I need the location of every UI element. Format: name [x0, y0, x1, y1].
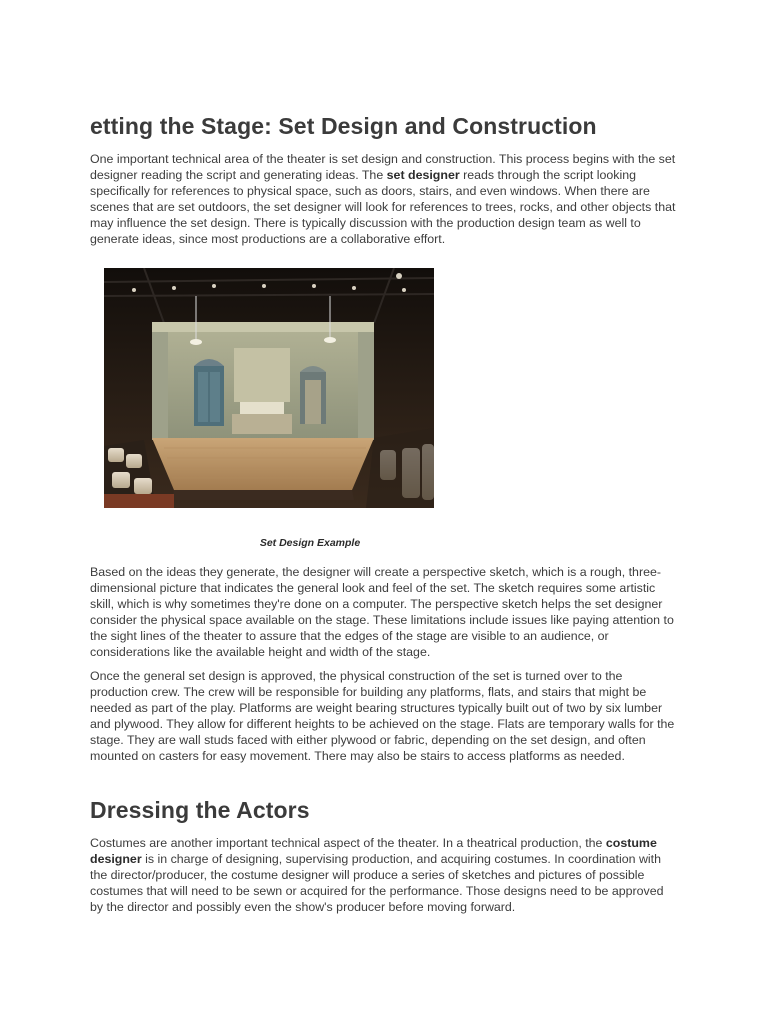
set-design-photo: [104, 268, 434, 508]
paragraph-text: One important technical area of the theater is set design and construction. This process begins with the set designer reading the script and generating ideas. The: [90, 152, 676, 182]
paragraph-costumes: [90, 835, 680, 915]
paragraph-perspective-sketch: Based on the ideas they generate, the designer will create a perspective sketch, which is a rough, three-dimensional picture that indicates the general look and feel of the set. The sketch requires some artistic skill, which is why sometimes they're done on a computer. The perspective sketch helps the set designer consider the physical space available on the stage. These limitations include issues like paying attention to the sight lines of the theater to assure that the edges of the stage are visible to an audience, or considerations like the available height and width of the stage.: [90, 565, 674, 659]
section-heading-dressing-actors: Dressing the Actors: [90, 797, 310, 823]
paragraph-set-design-intro: [90, 151, 680, 247]
figure-caption: Set Design Example: [259, 537, 361, 549]
paragraph-set-construction: Once the general set design is approved, the physical construction of the set is turned over to the production crew. The crew will be responsible for building any platforms, flats, and stairs that might be needed as part of the play. Platforms are weight bearing structures typically built out of two by six lumber and plywood. They allow for different heights to be achieved on the stage. Flats are temporary walls for the stage. They are wall studs faced with either plywood or fabric, depending on the set design, and often mounted on casters for easy movement. There may also be stairs to access platforms as needed.: [90, 669, 675, 763]
bold-term-set-designer: set designer: [386, 168, 460, 182]
paragraph-text: Costumes are another important technical aspect of the theater. In a theatrical production, the: [90, 836, 606, 850]
section-heading-set-design: etting the Stage: Set Design and Construction: [90, 113, 597, 139]
bold-term-costume-designer: costume designer: [90, 836, 657, 866]
paragraph-text: is in charge of designing, supervising production, and acquiring costumes. In coordination with the director/producer, the costume designer will produce a series of sketches and pictures of possible costumes that will need to be sewn or acquired for the performance. Those designs need to be approved by the director and possibly even the show's producer before moving forward.: [90, 852, 664, 914]
stage-set-illustration: [104, 268, 434, 508]
paragraph-text: reads through the script looking specifically for references to physical space, such as doors, stairs, and even windows. When there are scenes that are set outdoors, the set designer will look for references to trees, rocks, and other objects that may influence the set design. There is typically discussion with the production design team as well to generate ideas, since most productions are a collaborative effort.: [90, 168, 676, 246]
